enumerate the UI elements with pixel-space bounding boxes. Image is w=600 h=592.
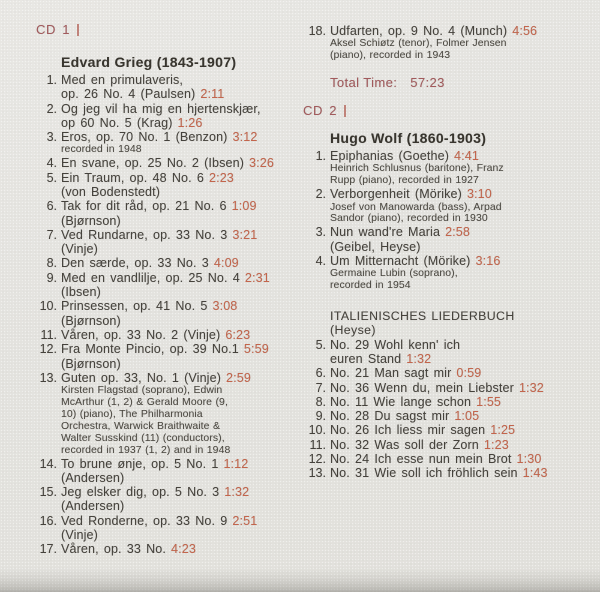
track-number: 14.	[39, 456, 57, 471]
track-row	[303, 225, 595, 254]
track-body	[61, 271, 300, 300]
track-number: 1.	[315, 149, 326, 164]
track-body	[330, 366, 595, 380]
track-title-line	[330, 254, 595, 268]
track-title-line	[61, 499, 300, 513]
track-text: (Geibel, Heyse)	[330, 239, 421, 254]
track-body	[330, 381, 595, 395]
track-body	[330, 438, 595, 452]
track-time: 2:11	[200, 87, 225, 102]
track-text: recorded in 1948	[61, 144, 142, 156]
track-text: Våren, op. 33 No. 2 (Vinje)	[61, 327, 221, 342]
track-text: (von Bodenstedt)	[61, 184, 161, 199]
track-number: 5.	[46, 170, 57, 185]
track-body	[330, 24, 595, 62]
track-row	[36, 199, 300, 228]
track-credit-line	[330, 175, 595, 187]
track-credit-line	[61, 144, 300, 156]
track-row	[36, 542, 300, 556]
track-row	[303, 395, 595, 409]
track-text: Epiphanias (Goethe)	[330, 149, 450, 164]
track-credit-line	[330, 268, 595, 280]
track-title-line	[330, 225, 595, 239]
track-number: 4.	[315, 253, 326, 268]
track-number: 5.	[315, 337, 326, 352]
track-title-line	[330, 366, 595, 380]
track-title-line	[61, 156, 300, 170]
track-number: 18.	[308, 24, 326, 38]
track-title-line	[61, 102, 300, 116]
track-credit-line	[61, 397, 300, 409]
track-text: Guten op. 33, No. 1 (Vinje)	[61, 370, 222, 385]
track-body	[61, 485, 300, 514]
track-time: 1:25	[490, 423, 516, 438]
track-row	[36, 256, 300, 270]
track-title-line	[61, 457, 300, 471]
track-body	[330, 466, 595, 480]
track-number: 4.	[46, 156, 57, 171]
track-row	[303, 409, 595, 423]
track-body	[61, 342, 300, 371]
track-title-line	[61, 256, 300, 270]
track-time: 2:31	[244, 270, 270, 285]
track-body	[61, 156, 300, 170]
total-time-value: 57:23	[410, 75, 445, 91]
track-body	[61, 199, 300, 228]
track-text: Ved Rundarne, op. 33 No. 3	[61, 227, 228, 242]
cd2-liederbuch-tracklist	[303, 338, 595, 481]
track-text: (Bjørnson)	[61, 313, 121, 328]
track-time: 3:16	[475, 253, 501, 268]
track-text: op 60 No. 5 (Krag)	[61, 115, 173, 130]
track-text: McArthur (1, 2) & Gerald Moore (9,	[61, 397, 228, 409]
track-number: 11.	[40, 327, 57, 342]
track-text: Josef von Manowarda (bass), Arpad	[330, 201, 502, 213]
track-text: To brune ønje, op. 5 No. 1	[61, 456, 219, 471]
track-credit-line	[61, 409, 300, 421]
track-row	[36, 271, 300, 300]
track-time: 2:59	[226, 370, 251, 385]
track-time: 1:09	[231, 199, 257, 214]
track-time: 4:41	[454, 149, 479, 164]
track-time: 1:23	[483, 437, 509, 452]
track-row	[36, 156, 300, 170]
track-row	[303, 423, 595, 437]
track-text: op. 26 No. 4 (Paulsen)	[61, 87, 196, 102]
track-number: 7.	[315, 380, 326, 395]
track-title-line	[61, 371, 300, 385]
track-text: euren Stand	[330, 351, 402, 366]
track-title-line	[61, 357, 300, 371]
track-text: Aksel Schiøtz (tenor), Folmer Jensen	[330, 38, 507, 50]
track-title-line	[330, 466, 595, 480]
track-title-line	[61, 171, 300, 185]
cd1-header-rule	[77, 24, 79, 36]
cd2-header	[303, 103, 595, 118]
cd2-tracklist	[303, 149, 595, 292]
track-time: 4:56	[512, 24, 538, 38]
track-text: (Bjørnson)	[61, 356, 121, 371]
track-row	[36, 130, 300, 156]
track-text: Den særde, op. 33 No. 3	[61, 256, 209, 271]
track-time: 1:32	[518, 380, 544, 395]
track-row	[36, 299, 300, 328]
track-title-line	[330, 352, 595, 366]
track-time: 2:51	[232, 513, 258, 528]
track-text: Kirsten Flagstad (soprano), Edwin	[61, 385, 223, 397]
section-heading-line1: ITALIENISCHES LIEDERBUCH	[330, 309, 515, 324]
track-row	[36, 457, 300, 486]
track-text: Verborgenheit (Mörike)	[330, 187, 462, 202]
track-title-line	[61, 342, 300, 356]
track-text: Prinsessen, op. 41 No. 5	[61, 299, 208, 314]
track-title-line	[61, 285, 300, 299]
track-title-line	[330, 24, 595, 38]
track-text: 10) (piano), The Philharmonia	[61, 408, 203, 420]
track-row	[303, 187, 595, 225]
track-number: 6.	[315, 366, 326, 381]
track-credit-line	[330, 280, 595, 292]
track-body	[330, 149, 595, 187]
track-title-line	[61, 299, 300, 313]
track-text: (piano), recorded in 1943	[330, 50, 451, 62]
track-time: 2:23	[208, 170, 234, 185]
track-text: Og jeg vil ha mig en hjertenskjær,	[61, 101, 261, 116]
track-text: No. 21 Man sagt mir	[330, 366, 452, 381]
track-time: 1:32	[224, 485, 250, 500]
track-title-line	[61, 228, 300, 242]
track-text: (Andersen)	[61, 470, 125, 485]
track-text: Ved Ronderne, op. 33 No. 9	[61, 513, 228, 528]
track-title-line	[330, 187, 595, 201]
track-row	[303, 149, 595, 187]
track-row	[36, 102, 300, 131]
track-body	[330, 225, 595, 254]
track-title-line	[61, 514, 300, 528]
track-text: No. 26 Ich liess mir sagen	[330, 423, 486, 438]
track-text: En svane, op. 25 No. 2 (Ibsen)	[61, 156, 245, 171]
cd1-tracklist	[36, 73, 300, 557]
composer-grieg: Edvard Grieg (1843-1907)	[61, 54, 237, 70]
track-text: Walter Susskind (11) (conductors),	[61, 432, 225, 444]
track-body	[61, 328, 300, 342]
track-time: 1:26	[177, 115, 203, 130]
track-text: Nun wand're Maria	[330, 225, 441, 240]
track-title-line	[61, 73, 300, 87]
section-heading-line2: (Heyse)	[330, 323, 376, 338]
track-number: 9.	[46, 270, 57, 285]
track-body	[61, 73, 300, 102]
track-number: 6.	[46, 199, 57, 214]
track-text: Ein Traum, op. 48 No. 6	[61, 170, 204, 185]
track-row	[36, 171, 300, 200]
track-time: 1:32	[406, 351, 432, 366]
track-title-line	[330, 240, 595, 254]
track-body	[330, 409, 595, 423]
track-title-line	[61, 199, 300, 213]
total-time-label: Total Time:	[330, 75, 398, 91]
track-row	[36, 228, 300, 257]
track-number: 8.	[315, 394, 326, 409]
track-text: No. 32 Was soll der Zorn	[330, 437, 479, 452]
track-number: 13.	[308, 466, 326, 481]
track-credit-line	[61, 445, 300, 457]
track-time: 3:08	[212, 299, 238, 314]
cd1-tracklist-continued	[303, 24, 595, 62]
track-body	[61, 256, 300, 270]
track-title-line	[61, 528, 300, 542]
track-text: Tak for dit råd, op. 21 No. 6	[61, 199, 227, 214]
track-time: 3:26	[249, 156, 274, 171]
track-title-line	[61, 471, 300, 485]
track-title-line	[330, 338, 595, 352]
track-body	[61, 542, 300, 556]
track-text: recorded in 1937 (1, 2) and in 1948	[61, 444, 231, 456]
track-body	[330, 452, 595, 466]
track-title-line	[61, 185, 300, 199]
track-number: 11.	[309, 437, 326, 452]
track-time: 1:12	[223, 456, 249, 471]
total-time	[330, 75, 595, 90]
track-text: No. 31 Wie soll ich fröhlich sein	[330, 466, 518, 481]
track-text: Sandor (piano), recorded in 1930	[330, 213, 488, 225]
track-text: Eros, op. 70 No. 1 (Benzon)	[61, 130, 228, 145]
track-body	[330, 254, 595, 292]
track-title-line	[61, 242, 300, 256]
track-title-line	[330, 438, 595, 452]
track-time: 1:05	[454, 409, 480, 424]
cd2-label: CD 2	[303, 103, 338, 119]
track-time: 1:55	[476, 394, 502, 409]
track-body	[61, 457, 300, 486]
composer-wolf: Hugo Wolf (1860-1903)	[330, 130, 487, 147]
track-text: Med en primulaveris,	[61, 73, 184, 87]
track-text: Um Mitternacht (Mörike)	[330, 253, 471, 268]
track-credit-line	[61, 433, 300, 445]
track-body	[330, 423, 595, 437]
track-number: 2.	[46, 101, 57, 116]
track-row	[36, 328, 300, 342]
track-time: 5:59	[243, 342, 269, 357]
track-text: No. 24 Ich esse nun mein Brot	[330, 452, 512, 466]
track-text: Rupp (piano), recorded in 1927	[330, 175, 479, 187]
track-text: Jeg elsker dig, op. 5 No. 3	[61, 485, 220, 500]
track-body	[330, 187, 595, 225]
track-time: 1:30	[516, 452, 542, 466]
track-number: 13.	[39, 370, 57, 385]
track-text: Germaine Lubin (soprano),	[330, 268, 458, 280]
track-row	[303, 24, 595, 62]
track-time: 6:23	[225, 327, 251, 342]
track-body	[61, 228, 300, 257]
track-text: (Vinje)	[61, 242, 98, 257]
track-body	[61, 371, 300, 457]
track-row	[303, 381, 595, 395]
track-title-line	[330, 409, 595, 423]
track-row	[36, 485, 300, 514]
track-number: 17.	[39, 542, 57, 557]
track-number: 7.	[46, 227, 57, 242]
track-time: 2:58	[445, 225, 471, 240]
track-time: 1:43	[522, 466, 548, 481]
track-body	[330, 395, 595, 409]
track-title-line	[330, 395, 595, 409]
track-number: 12.	[308, 452, 326, 466]
track-text: No. 28 Du sagst mir	[330, 409, 450, 424]
track-text: Med en vandlilje, op. 25 No. 4	[61, 270, 240, 285]
cd2-header-rule	[344, 105, 346, 117]
track-title-line	[61, 130, 300, 144]
track-time: 4:23	[171, 542, 196, 557]
track-time: 0:59	[456, 366, 482, 381]
track-text: (Bjørnson)	[61, 213, 121, 228]
track-credit-line	[330, 50, 595, 62]
track-title-line	[330, 149, 595, 163]
track-title-line	[61, 214, 300, 228]
track-text: Heinrich Schlusnus (baritone), Franz	[330, 163, 504, 175]
track-title-line	[61, 116, 300, 130]
track-title-line	[61, 314, 300, 328]
track-text: No. 29 Wohl kenn' ich	[330, 337, 461, 352]
track-time: 3:10	[466, 187, 492, 202]
cd1-label: CD 1	[36, 22, 71, 37]
track-number: 15.	[39, 485, 57, 500]
track-credit-line	[61, 421, 300, 433]
section-heading-italienisches	[330, 309, 595, 338]
track-number: 8.	[46, 256, 57, 271]
track-time: 4:09	[213, 256, 239, 271]
track-row	[303, 466, 595, 480]
track-row	[303, 338, 595, 367]
track-number: 9.	[315, 409, 326, 424]
track-number: 2.	[315, 187, 326, 202]
track-number: 16.	[39, 513, 57, 528]
track-row	[303, 366, 595, 380]
track-body	[330, 338, 595, 367]
track-text: (Vinje)	[61, 528, 98, 543]
track-text: Udfarten, op. 9 No. 4 (Munch)	[330, 24, 508, 38]
track-number: 3.	[46, 130, 57, 145]
track-row	[303, 438, 595, 452]
track-row	[36, 73, 300, 102]
track-title-line	[330, 381, 595, 395]
track-body	[61, 514, 300, 543]
track-text: Fra Monte Pincio, op. 39 No.1	[61, 342, 239, 357]
cd1-header	[36, 22, 300, 37]
track-credit-line	[330, 202, 595, 214]
track-credit-line	[330, 163, 595, 175]
track-text: No. 36 Wenn du, mein Liebster	[330, 380, 514, 395]
track-text: Våren, op. 33 No.	[61, 542, 167, 557]
track-title-line	[61, 271, 300, 285]
track-row	[303, 254, 595, 292]
track-time: 3:21	[232, 227, 258, 242]
track-title-line	[61, 328, 300, 342]
track-text: (Ibsen)	[61, 285, 101, 300]
track-text: Orchestra, Warwick Braithwaite &	[61, 420, 221, 432]
track-row	[36, 514, 300, 543]
track-title-line	[330, 452, 595, 466]
track-body	[61, 102, 300, 131]
track-title-line	[61, 542, 300, 556]
track-body	[61, 130, 300, 156]
track-body	[61, 299, 300, 328]
track-title-line	[330, 423, 595, 437]
track-number: 1.	[46, 73, 57, 87]
track-number: 10.	[39, 299, 57, 314]
track-time: 3:12	[232, 130, 258, 145]
track-text: recorded in 1954	[330, 280, 411, 292]
left-column	[36, 22, 300, 557]
track-credit-line	[61, 385, 300, 397]
track-title-line	[61, 485, 300, 499]
track-row	[36, 342, 300, 371]
track-title-line	[61, 87, 300, 101]
track-text: No. 11 Wie lange schon	[330, 394, 472, 409]
track-row	[303, 452, 595, 466]
track-credit-line	[330, 38, 595, 50]
track-credit-line	[330, 213, 595, 225]
track-number: 3.	[315, 225, 326, 240]
track-number: 10.	[308, 423, 326, 438]
right-column	[303, 24, 595, 481]
track-body	[61, 171, 300, 200]
track-row	[36, 371, 300, 457]
track-number: 12.	[39, 342, 57, 357]
track-text: (Andersen)	[61, 499, 125, 514]
